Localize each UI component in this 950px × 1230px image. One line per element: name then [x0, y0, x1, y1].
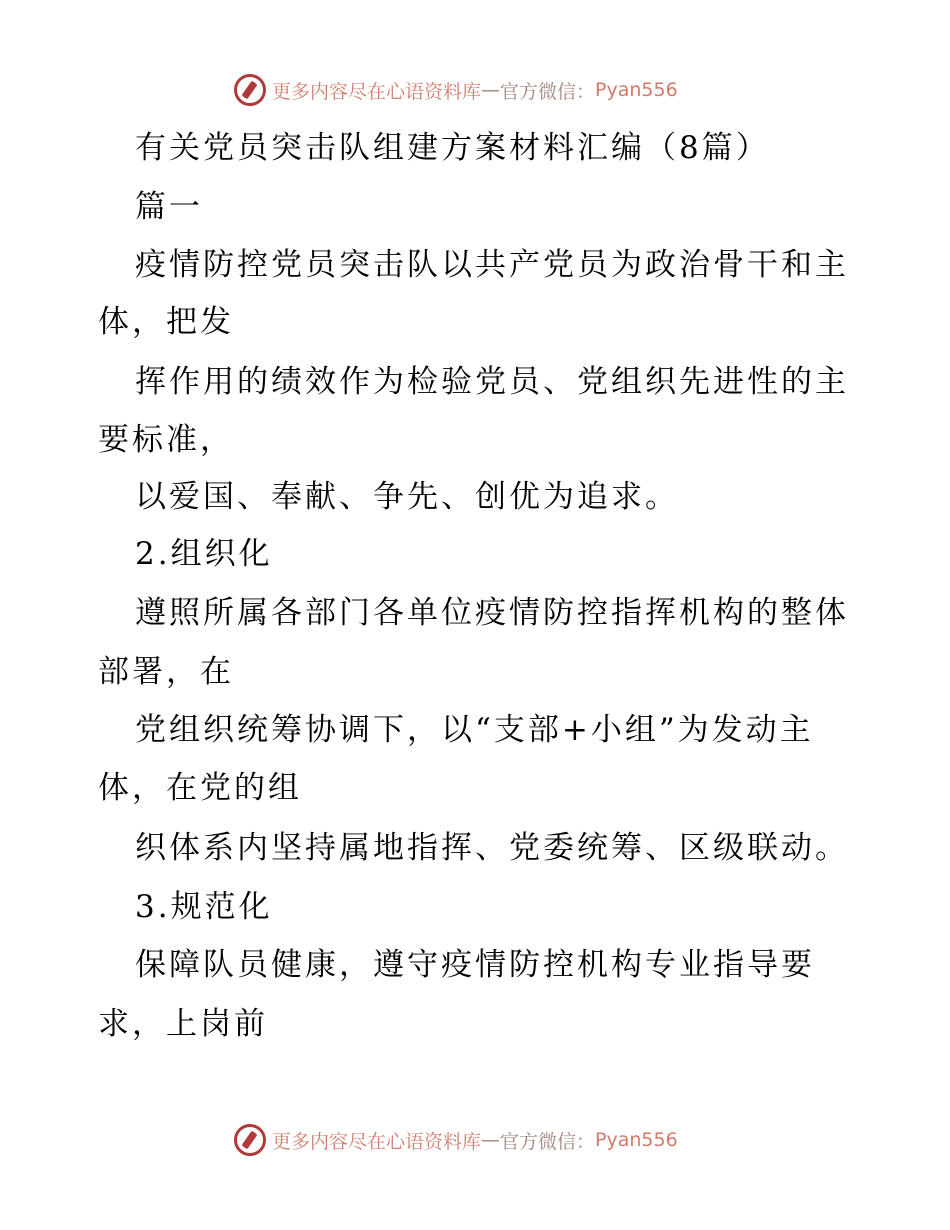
text-line: 体，在党的组 [98, 770, 302, 806]
text-line: 织体系内坚持属地指挥、党委统筹、区级联动。 [135, 830, 849, 866]
text-line: 体，把发 [98, 304, 234, 340]
logo-icon [234, 1124, 266, 1156]
watermark-wechat: 官方微信： [500, 80, 596, 103]
text-line: 保障队员健康，遵守疫情防控机构专业指导要 [135, 947, 815, 983]
text-line: 有关党员突击队组建方案材料汇编（8篇） [135, 130, 770, 166]
text-line: 求，上岗前 [98, 1006, 268, 1042]
text-line: 挥作用的绩效作为检验党员、党组织先进性的主 [135, 364, 849, 400]
footer-watermark [234, 1122, 678, 1158]
watermark-id: Pyan556 [595, 1129, 678, 1151]
text-line: 要标准， [98, 422, 234, 458]
watermark-id: Pyan556 [595, 79, 678, 101]
watermark-text: 更多内容尽在心语资料库 [272, 80, 482, 103]
watermark-wechat: 官方微信： [500, 1130, 596, 1153]
text-line: 疫情防控党员突击队以共产党员为政治骨干和主 [135, 247, 849, 283]
watermark-dash: — [481, 79, 501, 101]
text-line: 2.组织化 [135, 536, 273, 572]
text-line: 部署，在 [98, 654, 234, 690]
text-line: 遵照所属各部门各单位疫情防控指挥机构的整体 [135, 595, 849, 631]
watermark-text: 更多内容尽在心语资料库 [272, 1130, 482, 1153]
text-line: 党组织统筹协调下，以“支部+小组”为发动主 [135, 712, 814, 748]
logo-icon [234, 74, 266, 106]
text-line: 篇一 [135, 189, 203, 225]
text-line: 3.规范化 [135, 889, 273, 925]
text-line: 以爱国、奉献、争先、创优为追求。 [135, 479, 679, 515]
watermark-dash: — [481, 1129, 501, 1151]
header-watermark [234, 72, 678, 108]
